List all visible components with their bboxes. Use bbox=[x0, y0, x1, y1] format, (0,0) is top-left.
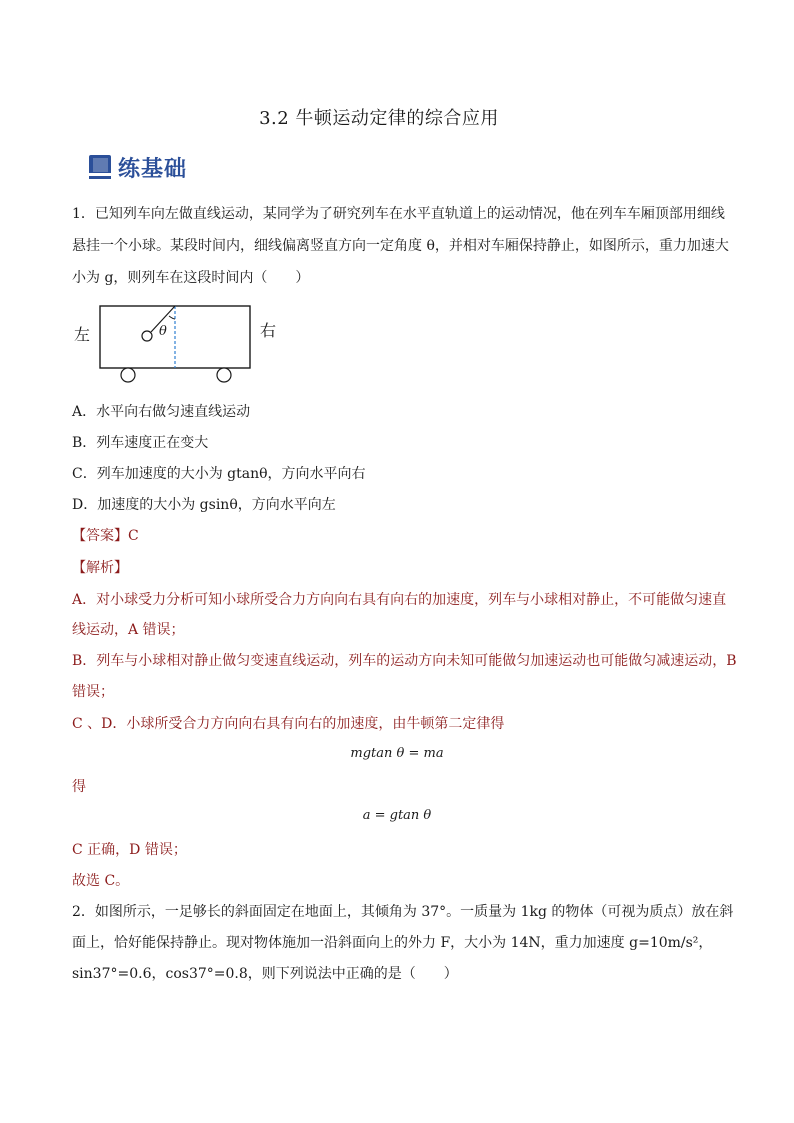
q2-line-3: sin37°=0.6，cos37°=0.8，则下列说法中正确的是（ ） bbox=[72, 966, 458, 982]
answer-label: 【答案】 bbox=[72, 528, 128, 544]
train-car-diagram bbox=[72, 304, 282, 386]
answer-row bbox=[72, 526, 732, 546]
angle-label: θ bbox=[159, 324, 167, 339]
answer-value: C bbox=[128, 528, 139, 544]
formula-1: mgtan θ = ma bbox=[350, 746, 444, 761]
figure-right-label: 右 bbox=[260, 321, 277, 340]
q1-line-1: 1．已知列车向左做直线运动，某同学为了研究列车在水平直轨道上的运动情况，他在列车车厢顶部用细线 bbox=[72, 206, 725, 222]
analysis-line-4: 错误； bbox=[72, 684, 114, 700]
ball bbox=[142, 331, 152, 341]
section-label: 练基础 bbox=[118, 156, 188, 182]
q2-line-2: 面上，恰好能保持静止。现对物体施加一沿斜面向上的外力 F，大小为 14N，重力加速度 g=10m/s²， bbox=[72, 935, 713, 951]
analysis-label: 【解析】 bbox=[72, 560, 128, 576]
q2-line-1: 2．如图所示，一足够长的斜面固定在地面上，其倾角为 37°。一质量为 1kg 的物体（可视为质点）放在斜 bbox=[72, 904, 734, 920]
analysis-line-3: B．列车与小球相对静止做匀变速直线运动，列车的运动方向未知可能做匀加速运动也可能做匀减速运动，B bbox=[72, 653, 737, 669]
final-line: 故选 C。 bbox=[72, 873, 130, 889]
angle-arc bbox=[169, 316, 175, 319]
de-word: 得 bbox=[72, 779, 86, 795]
option-d: D．加速度的大小为 gsinθ，方向水平向左 bbox=[72, 497, 336, 513]
page-title: 3.2 牛顿运动定律的综合应用 bbox=[259, 108, 499, 129]
figure-left-label: 左 bbox=[74, 325, 91, 344]
analysis-line-1: A．对小球受力分析可知小球所受合力方向向右具有向右的加速度，列车与小球相对静止，不可能做匀速直 bbox=[72, 592, 727, 608]
formula-2: a = gtan θ bbox=[362, 808, 432, 823]
left-wheel bbox=[121, 368, 135, 382]
option-a: A．水平向右做匀速直线运动 bbox=[72, 404, 251, 420]
section-heading bbox=[88, 150, 187, 184]
analysis-line-2: 线运动，A 错误； bbox=[72, 622, 185, 638]
option-b: B．列车速度正在变大 bbox=[72, 435, 209, 451]
book-icon bbox=[88, 154, 112, 180]
right-wheel bbox=[217, 368, 231, 382]
conclusion-line: C 正确，D 错误； bbox=[72, 842, 187, 858]
q1-line-2: 悬挂一个小球。某段时间内，细线偏离竖直方向一定角度 θ，并相对车厢保持静止，如图所示，重力加速大 bbox=[72, 238, 729, 254]
train-figure bbox=[72, 304, 282, 386]
q1-line-3: 小为 g，则列车在这段时间内（ ） bbox=[72, 270, 310, 286]
option-c: C．列车加速度的大小为 gtanθ，方向水平向右 bbox=[72, 466, 366, 482]
analysis-line-5: C 、D．小球所受合力方向向右具有向右的加速度，由牛顿第二定律得 bbox=[72, 716, 505, 732]
